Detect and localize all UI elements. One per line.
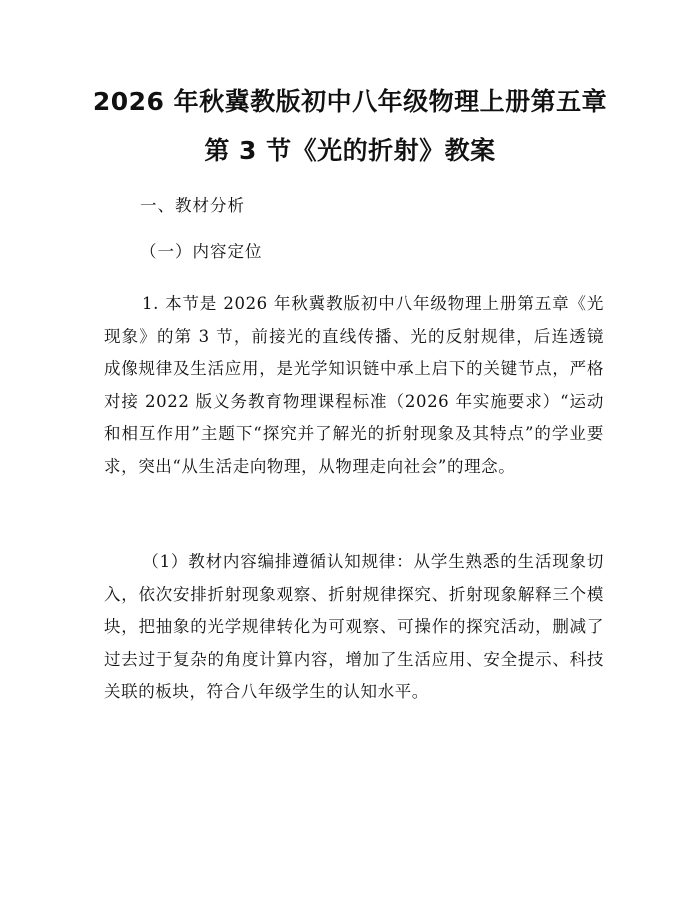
paragraph-2 xyxy=(104,546,604,709)
paragraph-1 xyxy=(104,288,604,483)
paragraph-2-text: （1）教材内容编排遵循认知规律：从学生熟悉的生活现象切入，依次安排折射现象观察、折射规律探究、折射现象解释三个模块，把抽象的光学规律转化为可观察、可操作的探究活动，删减了过去过于复杂的角度计算内容，增加了生活应用、安全提示、科技关联的板块，符合八年级学生的认知水平。 xyxy=(104,552,604,701)
paragraph-1-text: 1. 本节是 2026 年秋冀教版初中八年级物理上册第五章《光现象》的第 3 节，前接光的直线传播、光的反射规律，后连透镜成像规律及生活应用，是光学知识链中承上启下的关键节点，严格对接 2022 版义务教育物理课程标准（2026 年实施要求）“运动和相互作用”主题下“探究并了解光的折射现象及其特点”的学业要求，突出“从生活走向物理，从物理走向社会”的理念。 xyxy=(104,294,604,476)
subsection-heading: （一）内容定位 xyxy=(140,242,263,261)
document-title-line-2: 第 3 节《光的折射》教案 xyxy=(204,136,496,165)
section-heading: 一、教材分析 xyxy=(140,196,245,215)
document-title-line-1: 2026 年秋冀教版初中八年级物理上册第五章 xyxy=(92,87,608,116)
